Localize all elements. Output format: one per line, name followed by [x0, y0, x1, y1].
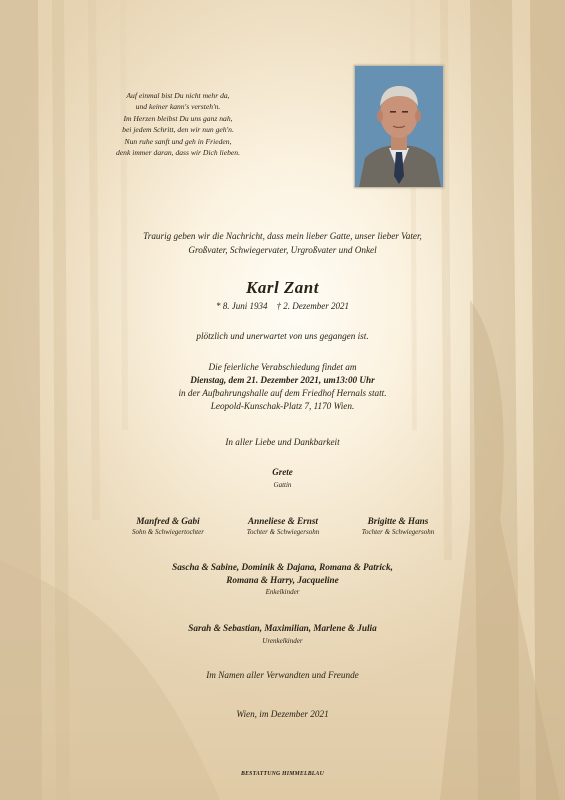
- poem-line: denk immer daran, dass wir Dich lieben.: [115, 148, 241, 158]
- poem-line: Im Herzen bleibst Du uns ganz nah,: [123, 113, 233, 123]
- grandchildren-names: [0, 561, 565, 587]
- grandchildren-line: Romana & Harry, Jacqueline: [226, 575, 339, 585]
- undertaker-name: BESTATTUNG HIMMELBLAU: [241, 771, 324, 777]
- poem-line: Nun ruhe sanft und geh in Frieden,: [124, 136, 232, 146]
- announcement-line: Großvater, Schwiegervater, Urgroßvater und Onkel: [188, 244, 377, 255]
- funeral-location: in der Aufbahrungshalle auf dem Friedhof Hernals statt.: [178, 388, 387, 398]
- child-name: Manfred & Gabi: [136, 516, 200, 526]
- funeral-line: Die feierliche Verabschiedung findet am: [208, 362, 357, 372]
- spouse-role: Gattin: [273, 481, 292, 489]
- funeral-date-time: Dienstag, dem 21. Dezember 2021, um13:00 Uhr: [190, 375, 375, 385]
- life-dates: * 8. Juni 1934 † 2. Dezember 2021: [216, 301, 349, 311]
- poem-line: und keiner kann's versteh'n.: [135, 102, 221, 112]
- announcement-line: Traurig geben wir die Nachricht, dass mein lieber Gatte, unser lieber Vater,: [143, 231, 422, 241]
- child-role: Tochter & Schwiegersohn: [246, 528, 320, 536]
- poem-line: bei jedem Schritt, den wir nun geh'n.: [122, 125, 234, 135]
- child-role: Sohn & Schwiegertochter: [132, 528, 204, 536]
- deceased-name: Karl Zant: [246, 278, 319, 297]
- grandchildren-line: Sascha & Sabine, Dominik & Dajana, Romana & Patrick,: [172, 562, 393, 572]
- child-entry: [328, 516, 468, 536]
- child-name: Anneliese & Ernst: [248, 516, 318, 526]
- deceased-portrait-photo: [354, 65, 444, 188]
- passing-statement: plötzlich und unerwartet von uns gegangen ist.: [196, 331, 369, 341]
- announcement-text: [0, 230, 565, 257]
- dedication-line: In aller Liebe und Dankbarkeit: [225, 437, 340, 447]
- child-name: Brigitte & Hans: [367, 516, 429, 526]
- poem-line: Auf einmal bist Du nicht mehr da,: [126, 91, 230, 100]
- place-date: Wien, im Dezember 2021: [236, 709, 329, 719]
- spouse-name: Grete: [272, 467, 293, 477]
- great-grandchildren-names: Sarah & Sebastian, Maximilian, Marlene & Julia: [188, 623, 377, 633]
- memorial-poem: [98, 90, 258, 158]
- relatives-line: Im Namen aller Verwandten und Freunde: [206, 670, 359, 680]
- funeral-details: [0, 361, 565, 413]
- grandchildren-role: Enkelkinder: [265, 588, 300, 596]
- child-role: Tochter & Schwiegersohn: [361, 528, 435, 536]
- great-grandchildren-role: Urenkelkinder: [262, 637, 303, 645]
- funeral-address: Leopold-Kunschak-Platz 7, 1170 Wien.: [210, 401, 355, 411]
